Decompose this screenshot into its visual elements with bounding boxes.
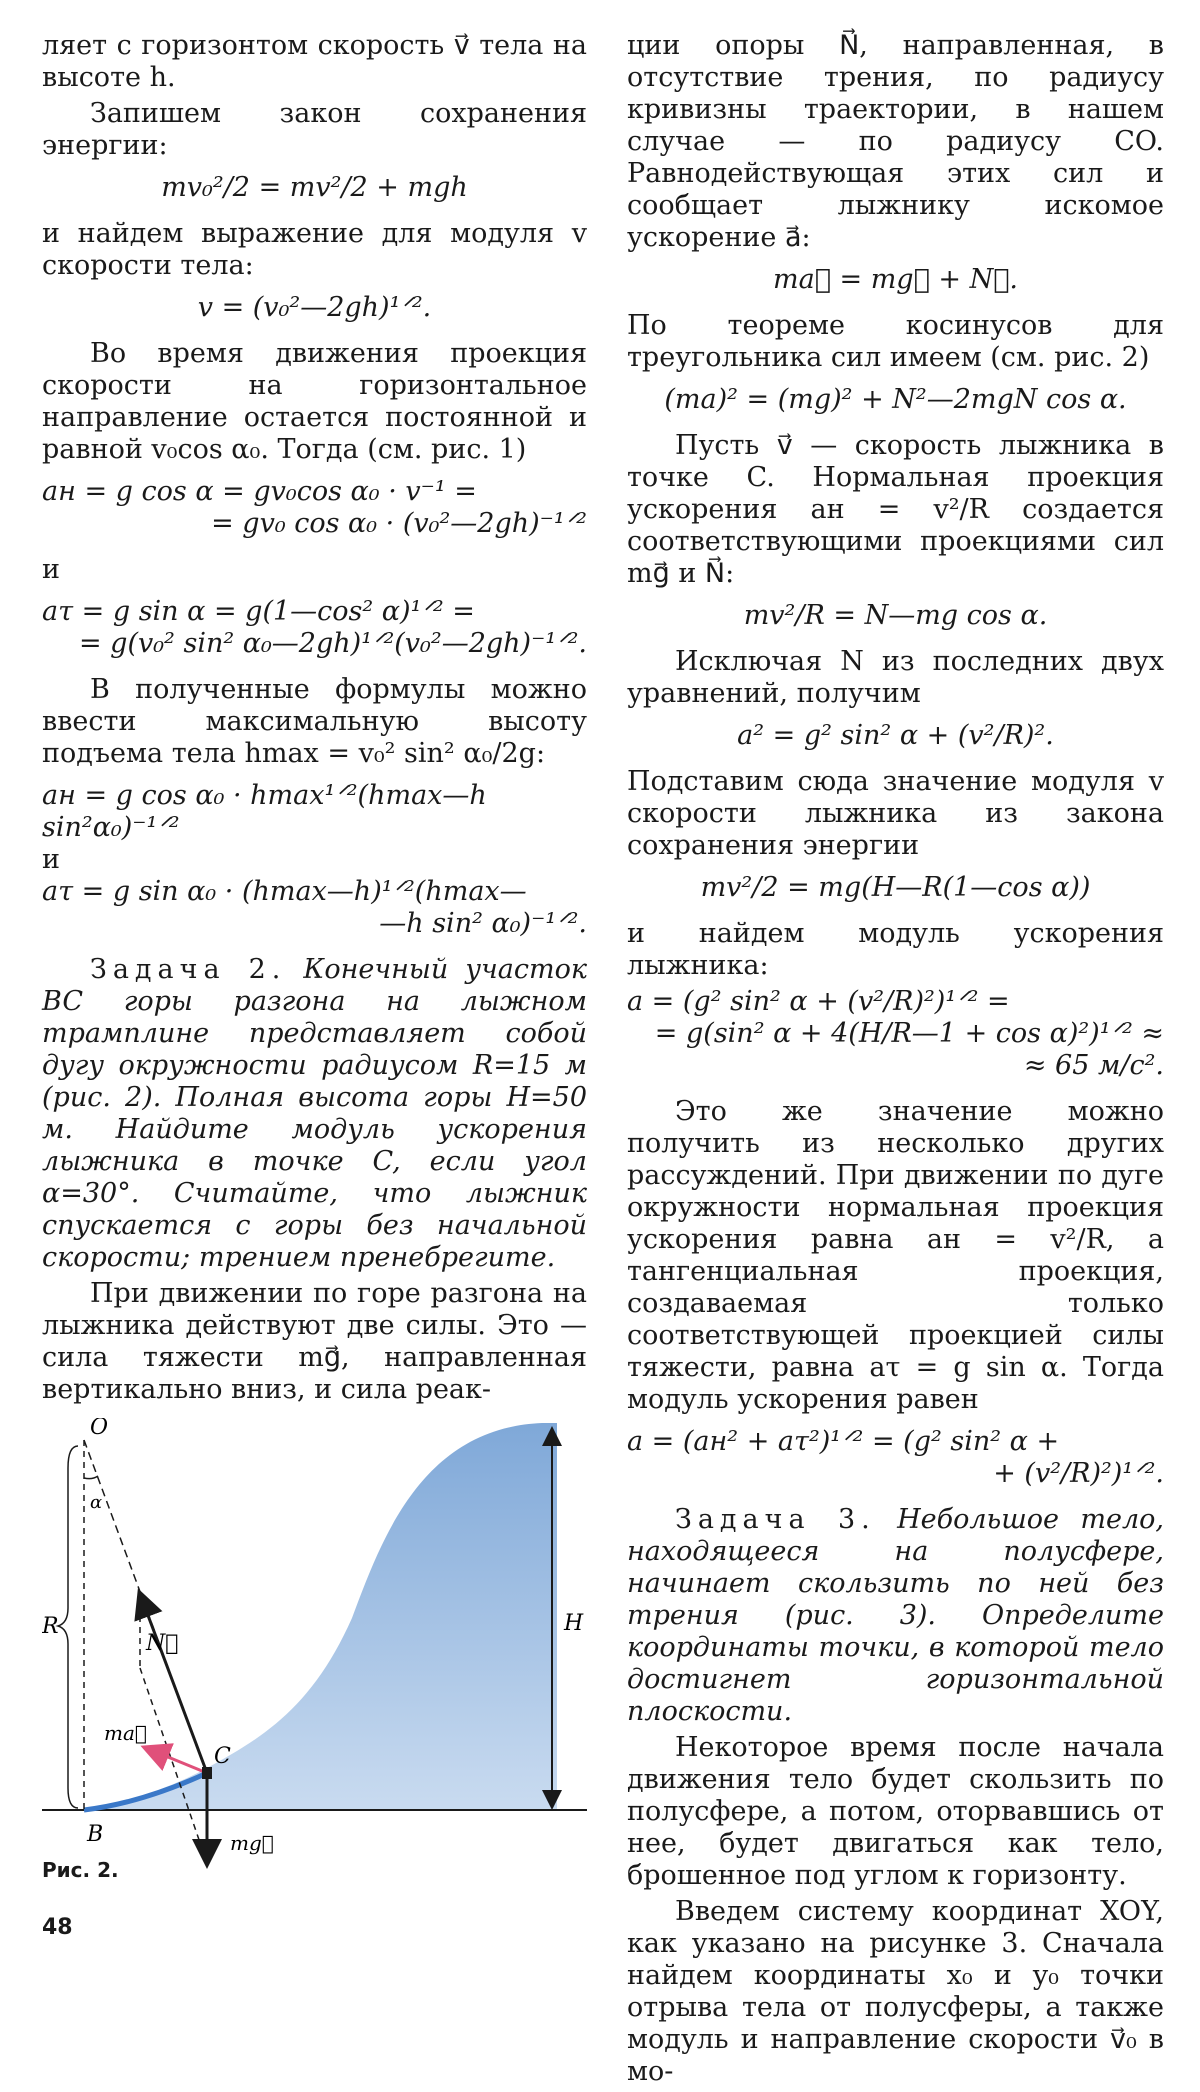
formula: = g(sin² α + 4(H/R—1 + cos α)²)¹ᐟ² ≈ bbox=[654, 1018, 1164, 1049]
formula: ma⃗ = mg⃗ + N⃗. bbox=[773, 264, 1018, 295]
figure-2-ski-jump bbox=[42, 1418, 587, 1888]
formula: —h sin² α₀)⁻¹ᐟ². bbox=[379, 908, 587, 939]
label-ma: ma⃗ bbox=[104, 1721, 147, 1745]
paragraph: В полученные формулы можно ввести максимальную высоту подъема тела hmax = v₀² sin² α₀/2g: bbox=[42, 674, 587, 769]
task-text: Конечный участок BC горы разгона на лыжном трамплине представляет собой дугу окружности радиусом R=15 м (рис. 2). Полная высота горы H=50 м. Найдите модуль ускорения лыжника в точке C, если угол α=30°. Считайте, что лыжник спускается с горы без начальной скорости; трением пренебрегите. bbox=[42, 954, 587, 1273]
paragraph: Это же значение можно получить из несколько других рассуждений. При движении по дуге окружности нормальная проекция ускорения равна aн = v²/R, а тангенциальная проекция, создаваемая только соответствующей проекцией силы тяжести, равна aτ = g sin α. Тогда модуль ускорения равен bbox=[627, 1096, 1164, 1415]
formula: a = (aн² + aτ²)¹ᐟ² = (g² sin² α + bbox=[627, 1426, 1060, 1457]
normal-force-vector bbox=[140, 1594, 207, 1773]
paragraph: и найдем выражение для модуля v скорости тела: bbox=[42, 218, 587, 281]
formula: aн = g cos α = gv₀cos α₀ · v⁻¹ = bbox=[42, 476, 477, 507]
formula: mv₀²/2 = mv²/2 + mgh bbox=[161, 172, 468, 203]
label-b: B bbox=[87, 1822, 104, 1847]
paragraph: и найдем модуль ускорения лыжника: bbox=[627, 918, 1164, 981]
formula: a = (g² sin² α + (v²/R)²)¹ᐟ² = bbox=[627, 986, 1010, 1017]
label-c: C bbox=[214, 1744, 231, 1769]
task-label: Задача 3. bbox=[675, 1504, 876, 1535]
label-alpha: α bbox=[90, 1492, 103, 1513]
left-column bbox=[42, 30, 587, 1410]
task-label: Задача 2. bbox=[90, 954, 287, 985]
label-n: N⃗ bbox=[146, 1631, 179, 1656]
label-o: O bbox=[90, 1418, 109, 1440]
right-column bbox=[627, 30, 1164, 2092]
paragraph: Введем систему координат XOY, как указано на рисунке 3. Сначала найдем координаты x₀ и y₀ точки отрыва тела от полусферы, а также модуль и направление скорости v⃗₀ в мо- bbox=[627, 1896, 1164, 2087]
formula: aτ = g sin α = g(1—cos² α)¹ᐟ² = bbox=[42, 596, 475, 627]
parallelogram-line bbox=[140, 1668, 207, 1863]
page-number: 48 bbox=[42, 1915, 73, 1940]
paragraph: ции опоры N⃗, направленная, в отсутствие трения, по радиусу кривизны траектории, в нашем случае — по радиусу CO. Равнодействующая этих сил и сообщает лыжнику искомое ускорение a⃗: bbox=[627, 30, 1164, 253]
task-2 bbox=[42, 954, 587, 1274]
formula: aн = g cos α₀ · hmax¹ᐟ²(hmax—h sin²α₀)⁻¹ᐟ² bbox=[42, 780, 487, 843]
paragraph: Подставим сюда значение модуля v скорости лыжника из закона сохранения энергии bbox=[627, 766, 1164, 861]
paragraph: Запишем закон сохранения энергии: bbox=[42, 98, 587, 161]
formula: mv²/2 = mg(H—R(1—cos α)) bbox=[700, 872, 1091, 903]
paragraph: ляет с горизонтом скорость v⃗ тела на высоте h. bbox=[42, 30, 587, 93]
formula: v = (v₀²—2gh)¹ᐟ². bbox=[197, 292, 432, 323]
formula: mv²/R = N—mg cos α. bbox=[743, 600, 1048, 631]
paragraph: Во время движения проекция скорости на горизонтальное направление остается постоянной и равной v₀cos α₀. Тогда (см. рис. 1) bbox=[42, 338, 587, 465]
paragraph: Некоторое время после начала движения тело будет скользить по полусфере, а потом, оторвавшись от нее, будет двигаться как тело, брошенное под углом к горизонту. bbox=[627, 1732, 1164, 1891]
formula: + (v²/R)²)¹ᐟ². bbox=[993, 1458, 1164, 1489]
task-3 bbox=[627, 1504, 1164, 1728]
label-r: R bbox=[42, 1614, 59, 1639]
paragraph: Пусть v⃗ — скорость лыжника в точке C. Нормальная проекция ускорения aн = v²/R создается соответствующими проекциями сил mg⃗ и N⃗: bbox=[627, 430, 1164, 589]
task-text: Небольшое тело, находящееся на полусфере, начинает скользить по ней без трения (рис. 3). Определите координаты точки, в которой тело достигнет горизонтальной плоскости. bbox=[627, 1504, 1164, 1727]
formula: = gv₀ cos α₀ · (v₀²—2gh)⁻¹ᐟ² bbox=[211, 508, 587, 539]
formula: = g(v₀² sin² α₀—2gh)¹ᐟ²(v₀²—2gh)⁻¹ᐟ². bbox=[78, 628, 587, 659]
alpha-arc bbox=[84, 1476, 98, 1479]
skier-point-c bbox=[202, 1767, 212, 1779]
conjunction: и bbox=[42, 554, 60, 585]
formula: ≈ 65 м/с². bbox=[1023, 1050, 1164, 1081]
paragraph: По теореме косинусов для треугольника сил имеем (см. рис. 2) bbox=[627, 310, 1164, 373]
label-mg: mg⃗ bbox=[230, 1831, 274, 1855]
label-h: H bbox=[564, 1611, 584, 1636]
formula: a² = g² sin² α + (v²/R)². bbox=[737, 720, 1054, 751]
paragraph: Исключая N из последних двух уравнений, получим bbox=[627, 646, 1164, 709]
figure-caption: Рис. 2. bbox=[42, 1858, 119, 1882]
r-brace bbox=[58, 1446, 78, 1808]
conjunction: и bbox=[42, 844, 60, 875]
formula: (ma)² = (mg)² + N²—2mgN cos α. bbox=[664, 384, 1127, 415]
paragraph: При движении по горе разгона на лыжника действуют две силы. Это — сила тяжести mg⃗, направленная вертикально вниз, и сила реак- bbox=[42, 1278, 587, 1405]
formula: aτ = g sin α₀ · (hmax—h)¹ᐟ²(hmax— bbox=[42, 876, 527, 907]
